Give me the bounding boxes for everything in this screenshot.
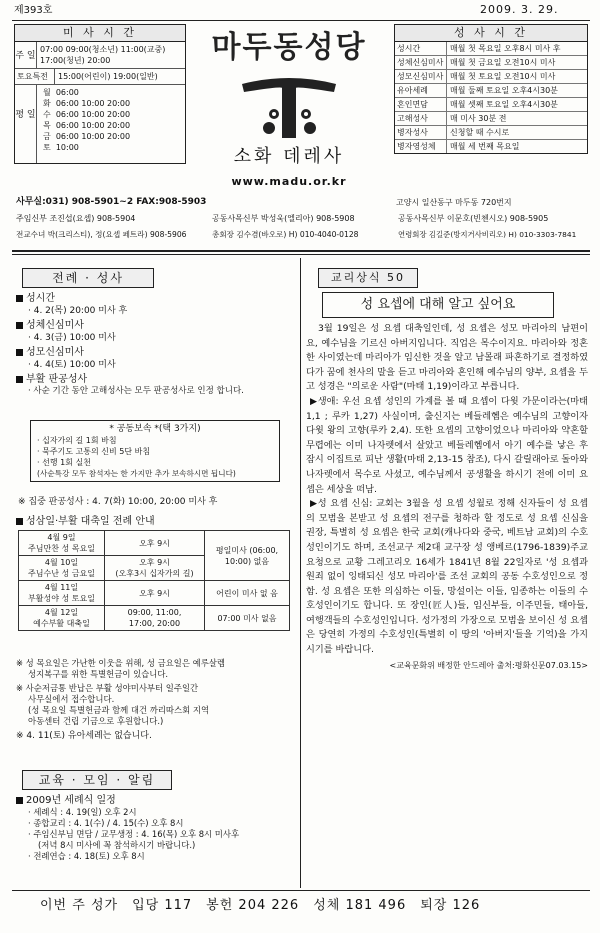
- website-url[interactable]: www.madu.or.kr: [231, 175, 347, 188]
- education-head: 2009년 세례식 일정: [16, 794, 298, 807]
- staff-associate-2: 공동사목신부 이문호(빈첸시오) 908-5905: [398, 214, 549, 223]
- sacrament-row: 고해성사 매 미사 30분 전: [395, 112, 587, 126]
- hymn-entrance: 입당 117: [132, 898, 193, 913]
- education-section-title: 교육 · 모임 · 알림: [22, 770, 172, 790]
- article-title: 성 요셉에 대해 알고 싶어요: [322, 292, 554, 318]
- bulletin-date: 2009. 3. 29.: [480, 3, 559, 16]
- patron-name: 소화 데레사: [233, 146, 345, 167]
- education-line: · 전례연습 : 4. 18(토) 오후 8시: [28, 851, 145, 861]
- penance-schedule: ※ 집중 판공성사 : 4. 7(화) 10:00, 20:00 미사 후: [18, 497, 218, 507]
- sacrament-times-section: [394, 24, 588, 154]
- staff-sisters: 전교수녀 박(크리스티), 정(요셉 페트라) 908-5906: [16, 230, 187, 239]
- sunday-times: 07:00 09:00(청소년) 11:00(교중): [40, 45, 166, 54]
- square-bullet-icon: [16, 797, 23, 804]
- education-list: [16, 794, 298, 862]
- sacrament-row: 병자영성체 매월 세 번째 목요일: [397, 142, 520, 151]
- schedule-head: 성삼일·부활 대축일 전례 안내: [16, 515, 155, 528]
- saturday-times: 15:00(어린이) 19:00(일반): [58, 72, 158, 81]
- church-address: 고양시 일산동구 마두동 720번지: [396, 198, 512, 207]
- square-bullet-icon: [16, 376, 23, 383]
- sacrament-row: 성체신심미사 매월 첫 금요일 오전10시 미사: [395, 56, 587, 70]
- liturgy-item-head: 부활 판공성사: [16, 373, 296, 386]
- saturday-label: 토요특전: [15, 69, 55, 84]
- weekday-row: 수 06:00 10:00 20:00: [43, 110, 131, 119]
- weekday-label: 평 일: [15, 85, 37, 163]
- liturgy-list: [16, 292, 296, 397]
- sacrament-times-title: 성 사 시 간: [394, 24, 588, 42]
- sunday-row: [15, 42, 185, 69]
- article-body: [306, 322, 588, 671]
- schedule-row: 4월 9일 주님만찬 성 목요일 오후 9시 평일미사 (06:00, 10:00) 없음: [19, 531, 290, 556]
- penance-line: · 십자가의 길 1회 바침: [37, 436, 117, 445]
- square-bullet-icon: [16, 518, 23, 525]
- liturgy-item-detail: · 4. 3(금) 10:00 미사: [28, 333, 116, 343]
- penance-box: [30, 420, 280, 482]
- sacrament-row: 유아세례 매월 둘째 토요일 오후4시30분: [395, 84, 587, 98]
- issue-number: 제393호: [14, 5, 53, 16]
- sunday-times-2: 17:00(청년) 20:00: [40, 56, 111, 65]
- education-line: · 주임신부님 면담 / 교무생정 : 4. 16(목) 오후 8시 미사후: [28, 829, 240, 839]
- schedule-row: 4월 11일 부활성야 성 토요일 오후 9시 어린이 미사 없 음: [19, 581, 290, 606]
- weekday-row: 토 10:00: [43, 143, 79, 152]
- church-name: 마두동성당: [211, 30, 367, 65]
- saturday-row: [15, 69, 185, 85]
- article-source: <교육문화위 배정한 안드레아 출처:평화신문07.03.15>: [389, 660, 588, 670]
- sacrament-row: 병자성사 신청할 때 수시로: [395, 126, 587, 140]
- weekday-block: [15, 85, 185, 163]
- hymn-footer: [40, 896, 580, 916]
- education-line: · 종합교리 : 4. 1(수) / 4. 15(수) 오후 8시: [28, 818, 184, 828]
- office-phone: 사무실:031) 908-5901~2 FAX:908-5903: [16, 197, 207, 207]
- sacrament-row: 성시간 매월 첫 목요일 오후8시 미사 후: [395, 42, 587, 56]
- education-line: (저녁 8시 미사에 꼭 참석하시기 바랍니다.): [38, 840, 196, 850]
- staff-president: 총회장 김수겸(바오로) H) 010-4040-0128: [212, 230, 359, 239]
- hymn-label: 이번 주 성가: [40, 898, 119, 913]
- staff-funeral: 연령회장 김길준(방지거사비리오) H) 010-3303-7841: [398, 230, 577, 239]
- sacrament-row: 혼인면담 매월 셋째 토요일 오후4시30분: [395, 98, 587, 112]
- note-line: 성지복구를 위한 특별헌금이 있습니다.: [28, 669, 169, 679]
- weekday-row: 월 06:00: [43, 88, 79, 97]
- article-paragraph: 3월 19일은 성 요셉 대축일인데, 성 요셉은 성모 마리아의 남편이요, 예수님을 기르신 아버지입니다. 직업은 목수이지요. 마리아와 정혼한 사이였는데 마리아가 임신한 것을 알고 남몰래 파혼하기로 결정하였다가 꿈에 천사의 말을 듣고 마리아와 혼인해 예수님의 양부, 요셉을 두고 성경은 "의로운 사람"(마태 1,19)이라고 부릅니다.: [306, 323, 588, 393]
- penance-line: · 선행 1회 실천: [37, 458, 91, 467]
- article-paragraph: ▶생애: 우선 요셉 성인의 가계를 볼 때 요셉이 다윗 가문이라는(마태 1,1 ; 루카 1,27) 사실이며, 출신지는 베들레헴은 예수님의 고향이자 다윗 왕의 고향(루카 2,4). 또한 요셉의 고향이었으나 마리아와 약혼할 무렵에는 이미 나자렛에서 살았고 베들레헴에서 아기 예수를 낳은 후 잠시 이집트로 피난 생활(마태 2,13-15 참조), 다시 갈릴래아로 돌아와 나자렛에서 목수로 사셨고, 예수님께서 공생활을 하시기 전에 이미 요셉은 세상을 떠남.: [306, 395, 588, 495]
- liturgy-item-head: 성시간: [16, 292, 296, 305]
- mass-times-section: [14, 24, 186, 164]
- weekday-row: 화 06:00 10:00 20:00: [43, 99, 131, 108]
- penance-line: · 묵주기도 고통의 신비 5단 바침: [37, 447, 151, 456]
- article-paragraph: ▶성 요셉 신심: 교회는 3월을 성 요셉 성월로 정해 신자들이 성 요셉의 모범을 본받고 성 요셉의 전구를 청하라 할 정도로 성 요셉 신심을 권장, 특별히 성 요셉은 한국 교회(캐나다와 중국, 베트남 교회)의 수호성인이기도 하며, 조선교구 제2대 교구장 성 앵베르(1796-1839)주교 요청으로 교황 그레고리오 16세가 1841년 8월 22일자로 '성 요셉과 원죄 없이 잉태되신 성모 마리아'를 조선 교회의 공동 수호성인으로 정함. 성 요셉은 또한 의심하는 이들, 망설이는 이들, 임종하는 이들의 수호성인이기도 합니다. 또 장인(匠人)들, 임신부들, 이주민들, 태아들, 여행객들의 수호성인입니다. 성가정의 가장으로 모범을 보이신 성 요셉은 당연히 가정의 수호성인(특별히 이 땅의 '아버지'들을 기억)을 가지시기를 바랍니다.: [306, 498, 588, 656]
- note-line: 사무실에서 접수합니다.: [28, 694, 115, 704]
- weekday-row: 금 06:00 10:00 20:00: [43, 132, 131, 141]
- hymn-communion: 성체 181 496: [313, 898, 407, 913]
- square-bullet-icon: [16, 349, 23, 356]
- liturgy-item-detail: · 4. 2(목) 20:00 미사 후: [28, 306, 128, 316]
- hymn-recessional: 퇴장 126: [420, 898, 481, 913]
- note-line: ※ 사순저금통 반납은 부활 성야미사부터 일주일간: [16, 683, 199, 693]
- liturgy-item-detail: · 4. 4(토) 10:00 미사: [28, 360, 116, 370]
- liturgy-item-detail: · 사순 기간 동안 고해성사는 모두 판공성사로 인정 합니다.: [28, 386, 244, 396]
- article-series-label: 교리상식 50: [318, 268, 418, 288]
- schedule-row: 4월 10일 주님수난 성 금요일 오후 9시 (오후3시 십자가의 길): [19, 556, 290, 581]
- liturgy-notes: [16, 658, 298, 742]
- note-line: ※ 성 목요일은 가난한 이웃을 위해, 성 금요일은 예루살렘: [16, 658, 225, 668]
- schedule-row: 4월 12일 예수부활 대축일 09:00, 11:00, 17:00, 20:00 07:00 미사 없음: [19, 606, 290, 631]
- weekday-row: 목 06:00 10:00 20:00: [43, 121, 131, 130]
- penance-box-title: * 공동보속 *(택 3가지): [109, 424, 201, 434]
- square-bullet-icon: [16, 295, 23, 302]
- note-line: 아동센터 건립 기금으로 후원합니다.): [28, 716, 164, 726]
- liturgy-item-head: 성체신심미사: [16, 319, 296, 332]
- penance-line: (사순특강 모두 참석자는 한 가지만 추가 보속하시면 됩니다): [37, 469, 236, 478]
- cross-logo-icon: [234, 68, 344, 142]
- mass-times-title: 미 사 시 간: [14, 24, 186, 42]
- easter-schedule-table: [18, 530, 290, 631]
- staff-pastor: 주임신부 조진섭(요셉) 908-5904: [16, 214, 136, 223]
- liturgy-section-title: 전례 · 성사: [22, 268, 154, 288]
- staff-associate-1: 공동사목신부 박성욱(엘리아) 908-5908: [212, 214, 355, 223]
- sacrament-row: 성모신심미사 매월 첫 토요일 오전10시 미사: [395, 70, 587, 84]
- logo-block: [194, 30, 384, 190]
- note-line: ※ 4. 11(토) 유아세례는 없습니다.: [16, 731, 152, 741]
- weekday-list: [37, 85, 136, 163]
- hymn-offertory: 봉헌 204 226: [206, 898, 300, 913]
- note-line: (성 목요일 특별헌금과 함께 대건 까리따스회 지역: [28, 705, 210, 715]
- square-bullet-icon: [16, 322, 23, 329]
- education-line: · 세례식 : 4. 19(일) 오후 2시: [28, 807, 137, 817]
- sunday-label: 주 일: [15, 42, 37, 68]
- liturgy-item-head: 성모신심미사: [16, 346, 296, 359]
